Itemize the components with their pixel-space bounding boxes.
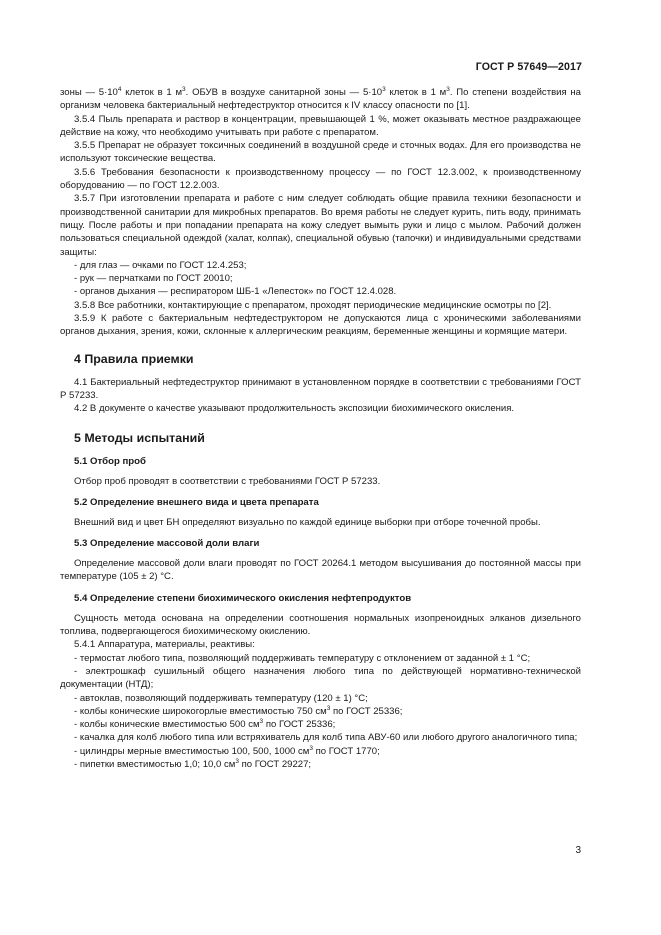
list-item-autoclave: - автоклав, позволяющий поддерживать температуру (120 ± 1) °С; — [74, 692, 368, 704]
paragraph-3-5-7: 3.5.7 При изготовлении препарата и работе с ним следует соблюдать общие правила техники безопасности и производственной санитарии для микробных препаратов. Во время работы не следует курить, пить воду, принимать пищу. После работы и при попадании препарата на кожу следует вымыть руки и лицо с мылом. Рабочий должен пользоваться специальной одеждой (халат, колпак), специальной обувью (тапочки) и индивидуальными средствами защиты: — [60, 193, 581, 258]
list-item-shaker: - качалка для колб любого типа или встряхиватель для колб типа АВУ-60 или любого другого аналогичного типа; — [74, 732, 578, 744]
section-4-heading: 4 Правила приемки — [74, 351, 194, 366]
paragraph-4-1: 4.1 Бактериальный нефтедеструктор принимают в установленном порядке в соответствии с требованиями ГОСТ Р 57233. — [60, 376, 581, 401]
list-item-thermostat: - термостат любого типа, позволяющий поддерживать температуру с отклонением от заданной ± 1 °С; — [74, 652, 531, 664]
list-item-eyes: - для глаз — очками по ГОСТ 12.4.253; — [74, 259, 247, 271]
paragraph-3-5-6: 3.5.6 Требования безопасности к производственному процессу — по ГОСТ 12.3.002, к производственному оборудованию — по ГОСТ 12.2.003. — [60, 166, 581, 192]
list-item-pipettes: - пипетки вместимостью 1,0; 10,0 $см^3$ по ГОСТ 29227; — [74, 757, 312, 770]
paragraph-3-5-8: 3.5.8 Все работники, контактирующие с препаратом, проходят периодические медицинские осмотры по [2]. — [74, 299, 552, 311]
paragraph-3-5-4: 3.5.4 Пыль препарата и раствор в концентрации, превышающей 1 %, может оказывать местное раздражающее действие на кожу, что необходимо учитывать при работе с препаратом. — [60, 113, 581, 138]
paragraph-5-2: Внешний вид и цвет БН определяют визуально по каждой единице выборки при отборе точечной пробы. — [74, 516, 541, 528]
list-item-drying-cabinet: - электрошкаф сушильный общего назначения любого типа по действующей нормативно-технической документации (НТД); — [60, 665, 581, 691]
list-item-flask-750: - колбы конические широкогорлые вместимостью 750 $см^3$ по ГОСТ 25336; — [74, 704, 403, 717]
paragraph-5-3: Определение массовой доли влаги проводят по ГОСТ 20264.1 методом высушивания до постоянной массы при температуре (105 ± 2) °С. — [60, 558, 581, 583]
paragraph-3-5-5: 3.5.5 Препарат не образует токсичных соединений в воздушной среде и сточных водах. Для его производства не используют токсические вещества. — [60, 140, 581, 165]
paragraph-toxicity-levels: зоны — $5\cdot 10^4$ клеток в 1 $м^3$. ОБУВ в воздухе санитарной зоны — $5\cdot 10^3$ клеток в 1 $м^3$. По степени воздействия на организм человека бактериальный нефтедеструктор относится к IV классу опасности по [1]. — [60, 86, 581, 112]
section-5-2-heading: 5.2 Определение внешнего вида и цвета препарата — [74, 496, 319, 508]
paragraph-4-2: 4.2 В документе о качестве указывают продолжительность экспозиции биохимического окисления. — [74, 403, 515, 415]
section-5-4-heading: 5.4 Определение степени биохимического окисления нефтепродуктов — [74, 592, 412, 604]
section-5-1-heading: 5.1 Отбор проб — [74, 455, 146, 467]
list-item-hands: - рук — перчатками по ГОСТ 20010; — [74, 273, 233, 285]
document-body — [60, 86, 581, 771]
section-5-heading: 5 Методы испытаний — [74, 430, 205, 445]
list-item-respiratory: - органов дыхания — респиратором ШБ-1 «Лепесток» по ГОСТ 12.4.028. — [74, 286, 397, 298]
document-code: ГОСТ Р 57649—2017 — [475, 61, 582, 73]
list-item-flask-500: - колбы конические вместимостью 500 $см^3$ по ГОСТ 25336; — [74, 718, 336, 731]
page-number: 3 — [575, 845, 581, 856]
paragraph-5-4-1: 5.4.1 Аппаратура, материалы, реактивы: — [74, 639, 255, 651]
section-5-3-heading: 5.3 Определение массовой доли влаги — [74, 538, 260, 550]
paragraph-5-1: Отбор проб проводят в соответствии с требованиями ГОСТ Р 57233. — [74, 475, 381, 487]
list-item-cylinders: - цилиндры мерные вместимостью 100, 500, 1000 $см^3$ по ГОСТ 1770; — [74, 744, 380, 757]
paragraph-5-4: Сущность метода основана на определении соотношения нормальных изопреноидных элканов дизельного топлива, подвергающегося биохимическому окислению. — [60, 612, 581, 638]
paragraph-3-5-9: 3.5.9 К работе с бактериальным нефтедеструктором не допускаются лица с хроническими заболеваниями органов дыхания, зрения, кожи, склонные к аллергическим реакциям, беременные женщины и кормящие матери. — [60, 313, 581, 338]
